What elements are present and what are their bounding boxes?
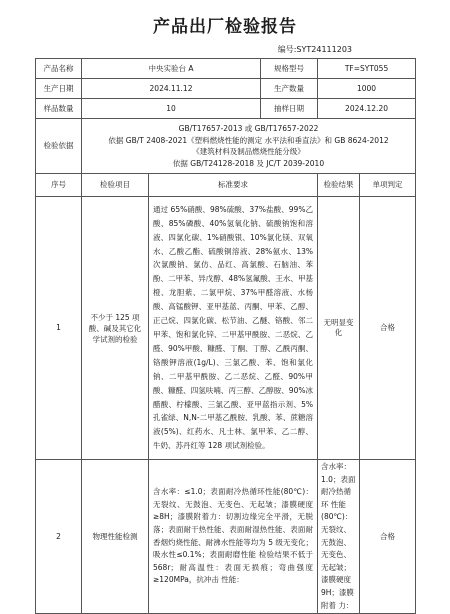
- sampling-date-label: 抽样日期: [261, 99, 318, 119]
- row-result: 无明显变化: [318, 197, 360, 460]
- product-name-label: 产品名称: [36, 59, 82, 79]
- table-row: [36, 460, 416, 614]
- production-date-row: [36, 79, 416, 99]
- product-name-value: 中央实验台 A: [82, 59, 261, 79]
- inspection-basis-label: 检验依据: [36, 119, 82, 174]
- header-standard: 标准要求: [149, 174, 318, 197]
- row-judgement: 合格: [360, 197, 416, 460]
- row-result: 含水率：1.0；表面耐冷热循环 性能(80℃)：无裂纹、无鼓泡、无变色、无起皱；漆膜硬度9H；漆膜附着 力：: [318, 460, 360, 614]
- sampling-date-value: 2024.12.20: [318, 99, 416, 119]
- sample-quantity-label: 样品数量: [36, 99, 82, 119]
- row-no: 1: [36, 197, 82, 460]
- row-standard: 通过 65%硝酸、98%硫酸、37%盐酸、99%乙酸、85%磷酸、40%氢氧化钠、硫酸钠饱和溶液、四氯化碳、1%硝酸银、10%氯化镁、双氧水、乙酸乙酯、硫酸铜溶液、28%氨水、13%次氯酸钠、氯仿、品红、高氯酸、石脑油、苯酚、二甲苯、异戊醇、48%氢氟酸、王水、甲基橙、龙胆紫、二氯甲烷、37%甲醛溶液、水杨酸、高锰酸钾、亚甲基蓝、丙酮、甲苯、乙醇、正己烷、四氯化碳、松节油、乙醚、铬酸、邻二甲苯、饱和氯化锌、二甲基甲酰胺、二恶烷、乙醛、90%甲酸、糠醛、丁酮、丁醇、乙酰丙酮、铬酸钾溶液(1g/L)、三氯乙酸、苯、饱和氯化钠、二甲基甲酰胺、乙二恶烷、乙醛、90%甲酸、糠醛、四氢呋喃、丙三醇、乙醇胺、90%冰醋酸、柠檬酸、三氯乙酸、亚甲蓝指示剂、5%孔雀绿、N,N-二甲基乙酰胺、乳酸、苯、蔗糖溶液(5%)、红药水、凡士林、氯甲苯、乙二醇、牛奶、苏丹红等 128 项试剂检验。: [149, 197, 318, 460]
- production-date-label: 生产日期: [36, 79, 82, 99]
- inspection-basis-row: [36, 119, 416, 174]
- basis-line: 依据 GB/T24128-2018 及 JC/T 2039-2010: [172, 158, 325, 168]
- spec-value: TF=SYT055: [318, 59, 416, 79]
- basis-line: 《建筑材料及制品燃烧性能分级》: [192, 147, 305, 156]
- header-judgement: 单项判定: [360, 174, 416, 197]
- spec-label: 规格型号: [261, 59, 318, 79]
- production-date-value: 2024.11.12: [82, 79, 261, 99]
- row-judgement: 合格: [360, 460, 416, 614]
- basis-line: 依据 GB/T 2408-2021《塑料燃烧性能的测定 水平法和垂直法》和 GB 8624-2012: [108, 135, 389, 145]
- row-item: 物理性能检测: [82, 460, 149, 614]
- production-quantity-label: 生产数量: [261, 79, 318, 99]
- header-result: 检验结果: [318, 174, 360, 197]
- row-no: 2: [36, 460, 82, 614]
- product-name-row: [36, 59, 416, 79]
- basis-line: GB/T17657-2013 或 GB/T17657-2022: [178, 124, 319, 133]
- production-quantity-value: 1000: [318, 79, 416, 99]
- sample-row: [36, 99, 416, 119]
- inspection-table: [35, 58, 416, 614]
- inspection-basis-value: [82, 119, 416, 174]
- table-row: [36, 197, 416, 460]
- report-serial-number: 编号:SYT24111203: [277, 45, 352, 54]
- header-item: 检验项目: [82, 174, 149, 197]
- sample-quantity-value: 10: [82, 99, 261, 119]
- column-header-row: [36, 174, 416, 197]
- header-no: 序号: [36, 174, 82, 197]
- row-standard: 含水率：≤1.0；表面耐冷热循环性能(80℃)：无裂纹、无鼓泡、无变色、无起皱；漆膜硬度≥8H；漆膜附着力：切割边缘完全平滑，无脱落；表面耐干热性能、表面耐湿热性能、表面耐 香烟灼烧性能、耐沸水性能等均为 5 级无变化；吸水性≤0.1%；表面耐磨性能 检验结果不低于 568r；耐高温性：表面无损痕；弯曲强度≥120MPa，抗冲击 性能：: [149, 460, 318, 614]
- row-item: 不少于 125 项酸、碱及其它化学试剂的检验: [82, 197, 149, 460]
- report-title: 产品出厂检验报告: [153, 17, 297, 37]
